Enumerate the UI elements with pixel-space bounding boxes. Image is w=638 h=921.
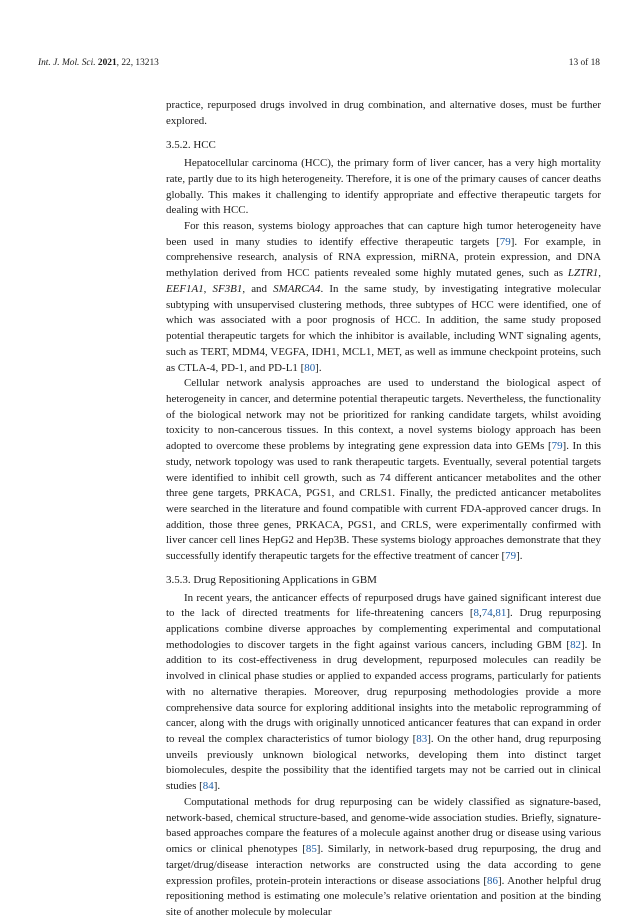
gene-name: LZTR1 [567,267,599,280]
citation-link[interactable]: 85 [305,843,317,856]
running-header [38,56,600,70]
article-body [166,98,601,921]
paragraph-computational-methods: Computational methods for drug repurposing can be widely classified as signature-based, network-based, chemical structure-based, and genome-wide association studies. Briefly, signature-based approaches compare the features of a molecule against another drug or disease using various omics or clinical phenotypes [85]. Similarly, in network-based drug repurposing, the drug and target/drug/disease interaction networks are constructed using the data according to gene expression profiles, protein-protein interactions or disease associations [86]. Another helpful drug repositioning method is estimating one molecule’s relative orientation and position at the binding site of another molecule by molecular [166,795,601,918]
gene-name: SF3B1 [212,282,243,295]
article-number: 13213 [135,58,159,68]
citation-link[interactable]: 81 [495,607,507,620]
paragraph-hcc-intro: Hepatocellular carcinoma (HCC), the primary form of liver cancer, has a very high mortality rate, partly due to its high heterogeneity. Therefore, it is one of the primary causes of cancer deaths globally. This makes it challenging to identify appropriate and effective therapeutic targets for dealing with HCC. [166,157,601,217]
section-heading-gbm: 3.5.3. Drug Repositioning Applications in GBM [166,573,377,586]
gene-name: SMARCA4 [273,282,321,295]
page-number: 13 of 18 [568,58,600,68]
section-heading-hcc: 3.5.2. HCC [166,139,216,152]
citation-link[interactable]: 86 [487,874,498,887]
citation-link[interactable]: 74 [481,607,493,620]
journal-citation: Int. J. Mol. Sci. 2021, 22, 13213 [38,58,159,68]
citation-link[interactable]: 82 [570,638,581,651]
gene-name: EEF1A1 [166,282,204,295]
citation-link[interactable]: 79 [505,550,517,563]
citation-link[interactable]: 83 [416,733,428,746]
journal-name: Int. J. Mol. Sci. [38,58,96,68]
citation-link[interactable]: 79 [499,235,511,248]
citation-link[interactable]: 79 [551,440,563,453]
paragraph-hcc-systems-biology: For this reason, systems biology approaches that can capture high tumor heterogeneity have been used in many studies to identify effective therapeutic targets [79]. For example, in comprehensive research, analysis of RNA expression, miRNA, protein expression, and DNA methylation derived from HCC patients revealed some highly mutated genes, such as LZTR1, EEF1A1, SF3B1, and SMARCA4. In the same study, by investigating integrative molecular subtyping with unsupervised clustering methods, three subtypes of HCC were identified, one of which was associated with a poor prognosis of HCC. In addition, the same study proposed potential therapeutic targets for which the inhibitor is available, including WNT signaling agents, such as TERT, MDM4, VEGFA, IDH1, MCL1, MET, as well as immune checkpoint proteins, such as CTLA-4, PD-1, and PD-L1 [80]. [166,220,601,374]
paragraph-gbm-repurposing: In recent years, the anticancer effects of repurposed drugs have gained significant interest due to the lack of directed treatments for life-threatening cancers [8,74,81]. Drug repurposing applications combine diverse approaches by complementing experimental and computational methodologies to discover targets in the fight against various cancers, including GBM [82]. In addition to its cost-effectiveness in drug development, repurposed molecules can readily be involved in clinical phase studies or applied to expanded access programs, particularly for patients with no alternative therapies. Moreover, drug repurposing methodologies provide a more comprehensive data source for exploring additional insights into the metabolic reprogramming of cancer, along with the drugs with originally unnoticed anticancer features that can expand in order to reveal the complex characteristics of tumor biology [83]. On the other hand, drug repurposing unveils previously unknown biological networks, developing them into distinct target biomolecules, despite the possibility that the identified targets may not be carried out in clinical studies [84]. [166,591,601,793]
paragraph-cellular-network: Cellular network analysis approaches are used to understand the biological aspect of heterogeneity in cancer, and determine potential therapeutic targets. Nevertheless, the functionality of the biological network may not be prioritized for ranking candidate targets, whilst avoiding toxicity to non-cancerous tissues. In this context, a novel systems biology approach has been adopted to overcome these problems by integrating gene expression data into GEMs [79]. In this study, network topology was used to rank therapeutic targets. Eventually, several potential targets were identified to inhibit cell growth, such as 74 different anticancer metabolites and the other three gene targets, PRKACA, PGS1, and CRLS1. Finally, the predicted anticancer metabolites were searched in the literature and found compatible with current FDA-approved cancer drugs. In addition, those three genes, PRKACA, PGS1, and CRLS, were experimentally confirmed with liver cancer cell lines HepG2 and Hep3B. These systems biology approaches demonstrate that they successfully identify therapeutic targets for the effective treatment of cancer [79]. [166,377,602,563]
paragraph-continuation: practice, repurposed drugs involved in drug combination, and alternative doses, must be further explored. [166,99,601,127]
citation-link[interactable]: 84 [202,780,214,793]
journal-volume: 22 [121,58,131,68]
citation-link[interactable]: 80 [304,361,316,374]
citation-link[interactable]: 8 [473,607,479,620]
journal-year: 2021 [97,58,117,68]
